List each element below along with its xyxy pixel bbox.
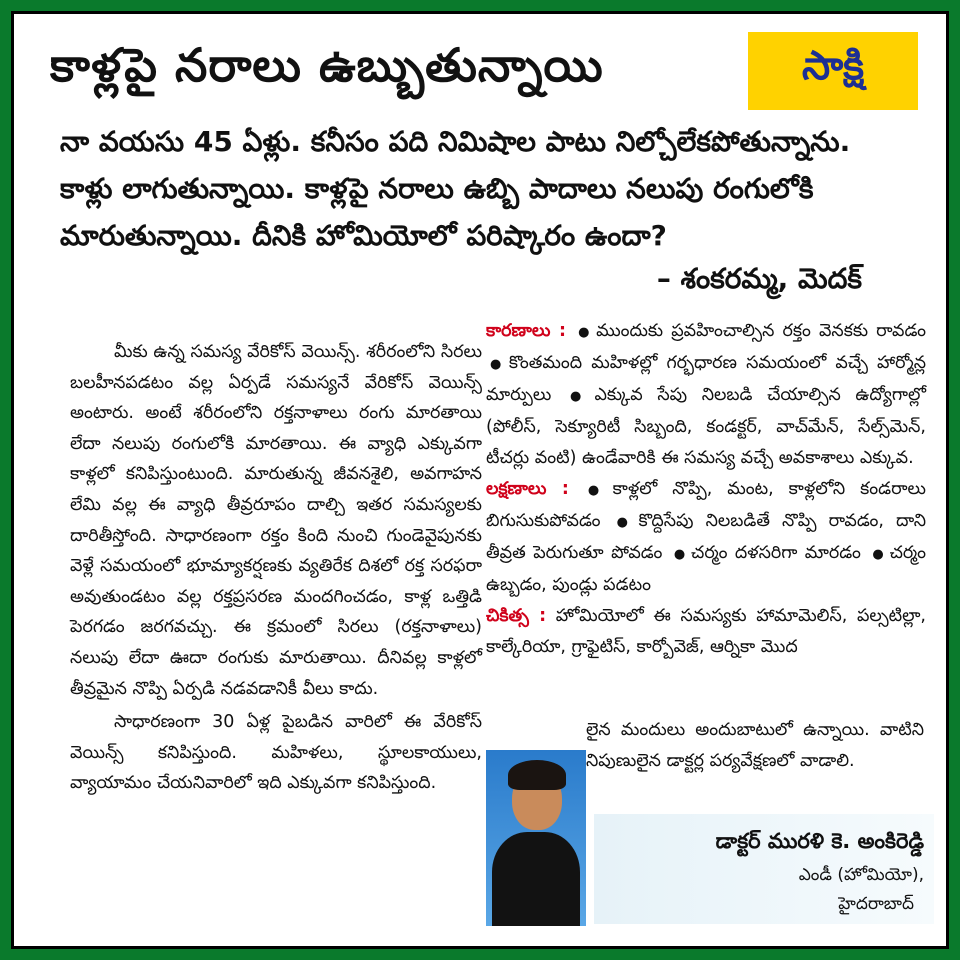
doctor-city: హైదరాబాద్ (838, 894, 914, 914)
side-column (486, 316, 926, 663)
article (34, 32, 926, 928)
causes-label: కారణాలు : (486, 321, 567, 341)
bullet-icon: ● (570, 389, 591, 404)
bullet-icon: ● (587, 483, 609, 498)
reader-question: నా వయసు 45 ఏళ్లు. కనీసం పది నిమిషాల పాటు నిల్చోలేకపోతున్నాను. కాళ్లు లాగుతున్నాయి. కాళ్లపై నరాలు ఉబ్బి పాదాలు నలుపు రంగులోకి మారుతున్నాయి. దీనికి హోమియోలో పరిష్కారం ఉందా? (60, 125, 851, 252)
symptoms-label: లక్షణాలు : (486, 479, 569, 499)
doctor-name: డాక్టర్ మురళి కె. అంకిరెడ్డి (715, 829, 924, 853)
doctor-photo (486, 750, 586, 926)
bullet-icon: ● (872, 547, 886, 562)
photo-hair (508, 760, 566, 790)
symptom-item: చర్మం దళసరిగా మారడం (691, 543, 861, 563)
treatment-continued: లైన మందులు అందుబాటులో ఉన్నాయి. వాటిని నిపుణులైన డాక్టర్ల పర్యవేక్షణలో వాడాలి. (586, 720, 924, 771)
symptom-item: కాళ్లలో నొప్పి, మంట, కాళ్లలోని కండరాలు బిగుసుకుపోవడం (486, 479, 926, 531)
sakshi-logo (748, 32, 918, 110)
treatment-text: హోమియోలో ఈ సమస్యకు హామామెలిస్, పల్సటిల్లా, కాల్కేరియా, గ్రాఫైటిస్, కార్బోవెజ్, ఆర్నికా మొద (486, 606, 926, 657)
cause-item: ఎక్కువ సేపు నిలబడి చేయాల్సిన ఉద్యోగాల్లో (పోలీస్, సెక్యూరిటీ సిబ్బంది, కండక్టర్, వాచ్‌మేన్, సేల్స్‌మెన్, టీచర్లు వంటి) ఉండేవారికి ఈ సమస్య వచ్చే అవకాశాలు ఎక్కువ. (486, 385, 926, 468)
causes-section (486, 316, 926, 474)
logo-text: సాక్షి (801, 43, 865, 89)
photo-body (492, 832, 580, 926)
treatment-section (486, 601, 926, 663)
bullet-icon: ● (616, 515, 635, 530)
bullet-icon: ● (490, 357, 505, 372)
page-frame (11, 11, 949, 949)
headline: కాళ్లపై నరాలు ఉబ్బుతున్నాయి (50, 38, 604, 92)
bullet-icon: ● (673, 547, 688, 562)
symptom-item: కొద్దిసేపు నిలబడితే నొప్పి రావడం, దాని తీవ్రత పెరుగుతూ పోవడం (486, 511, 926, 563)
answer-column (70, 337, 482, 799)
cause-item: ముందుకు ప్రవహించాల్సిన రక్తం వెనకకు రావడం (596, 321, 926, 341)
symptom-item: చర్మం ఉబ్బడం, పుండ్లు పడటం (486, 543, 926, 595)
doctor-degree: ఎండీ (హోమియో), (798, 865, 924, 885)
answer-paragraph-2: సాధారణంగా 30 ఏళ్ల పైబడిన వారిలో ఈ వేరికోస్ వెయిన్స్ కనిపిస్తుంది. మహిళలు, స్థూలకాయులు, వ్యాయామం చేయనివారిలో ఇది ఎక్కువగా కనిపిస్తుంది. (70, 712, 482, 794)
symptoms-section (486, 474, 926, 601)
treatment-label: చికిత్స : (486, 606, 547, 626)
answer-paragraph-1: మీకు ఉన్న సమస్య వేరికోస్ వెయిన్స్. శరీరంలోని సిరలు బలహీనపడటం వల్ల ఏర్పడే సమస్యనే వేరికోస్ వెయిన్స్ అంటారు. అంటే శరీరంలోని రక్తనాళాలు రంగు మారతాయి లేదా నలుపు రంగులోకి మారతాయి. ఈ వ్యాధి ఎక్కువగా కాళ్లలో కనిపిస్తుంటుంది. మారుతున్న జీవనశైలి, అవగాహన లేమి వల్ల ఈ వ్యాధి తీవ్రరూపం దాల్చి ఇతర సమస్యలకు దారితీస్తోంది. సాధారణంగా రక్తం కింది నుంచి గుండెవైపునకు వెళ్లే సమయంలో భూమ్యాకర్షణకు వ్యతిరేక దిశలో రక్త సరఫరా అవుతుండటం వల్ల రక్తప్రసరణ మందగించడం, కాళ్ల ఒత్తిడి పెరగడం జరగవచ్చు. ఈ క్రమంలో సిరలు (రక్తనాళాలు) నలుపు లేదా ఊదా రంగుకు మారుతాయి. దీనివల్ల కాళ్లలో తీవ్రమైన నొప్పి ఏర్పడి నడవడానికీ వీలు కాదు. (70, 342, 482, 699)
bullet-icon: ● (578, 325, 593, 340)
cause-item: కొంతమంది మహిళల్లో గర్భధారణ సమయంలో వచ్చే హార్మోన్ల మార్పులు (486, 353, 927, 405)
question-signature: – శంకరమ్మ, మెదక్ (656, 262, 862, 295)
